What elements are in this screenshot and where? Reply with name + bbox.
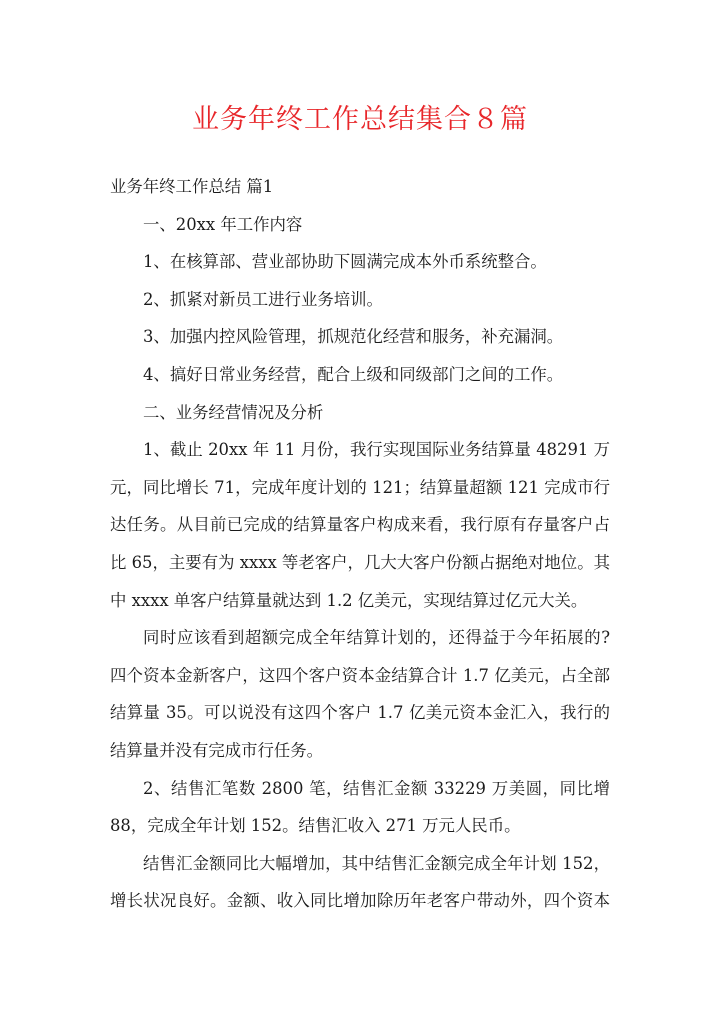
document-body <box>110 168 610 920</box>
paragraph-line: 元，同比增长 71，完成年度计划的 121；结算量超额 121 完成市行 <box>110 477 610 497</box>
list-item: 2、抓紧对新员工进行业务培训。 <box>143 289 383 309</box>
list-item: 4、搞好日常业务经营，配合上级和同级部门之间的工作。 <box>143 364 564 384</box>
paragraph-line: 增长状况良好。金额、收入同比增加除历年老客户带动外，四个资本 <box>110 891 610 911</box>
subsection-heading: 一、20xx 年工作内容 <box>143 214 303 234</box>
paragraph-line: 2、结售汇笔数 2800 笔，结售汇金额 33229 万美圆，同比增 <box>143 778 610 798</box>
paragraph-line: 中 xxxx 单客户结算量就达到 1.2 亿美元，实现结算过亿元大关。 <box>110 590 588 610</box>
paragraph-line: 1、截止 20xx 年 11 月份，我行实现国际业务结算量 48291 万 <box>143 440 610 460</box>
paragraph-line: 四个资本金新客户，这四个客户资本金结算合计 1.7 亿美元，占全部 <box>110 665 610 685</box>
paragraph-line: 结算量并没有完成市行任务。 <box>110 740 324 760</box>
paragraph-line: 比 65，主要有为 xxxx 等老客户，几大大客户份额占据绝对地位。其 <box>110 552 610 572</box>
paragraph-line: 结售汇金额同比大幅增加，其中结售汇金额完成全年计划 152， <box>143 853 610 873</box>
list-item: 3、加强内控风险管理，抓规范化经营和服务，补充漏洞。 <box>143 327 564 347</box>
paragraph-line: 88，完成全年计划 152。结售汇收入 271 万元人民币。 <box>110 816 521 836</box>
document-title: 业务年终工作总结集合８篇 <box>192 104 528 135</box>
subsection-heading: 二、业务经营情况及分析 <box>143 402 324 422</box>
paragraph-line: 同时应该看到超额完成全年结算计划的，还得益于今年拓展的? <box>143 628 610 648</box>
list-item: 1、在核算部、营业部协助下圆满完成本外币系统整合。 <box>143 252 547 272</box>
section-heading: 业务年终工作总结 篇1 <box>110 177 274 196</box>
paragraph-line: 结算量 35。可以说没有这四个客户 1.7 亿美元资本金汇入，我行的 <box>110 703 610 723</box>
paragraph-line: 达任务。从目前已完成的结算量客户构成来看，我行原有存量客户占 <box>110 515 610 535</box>
